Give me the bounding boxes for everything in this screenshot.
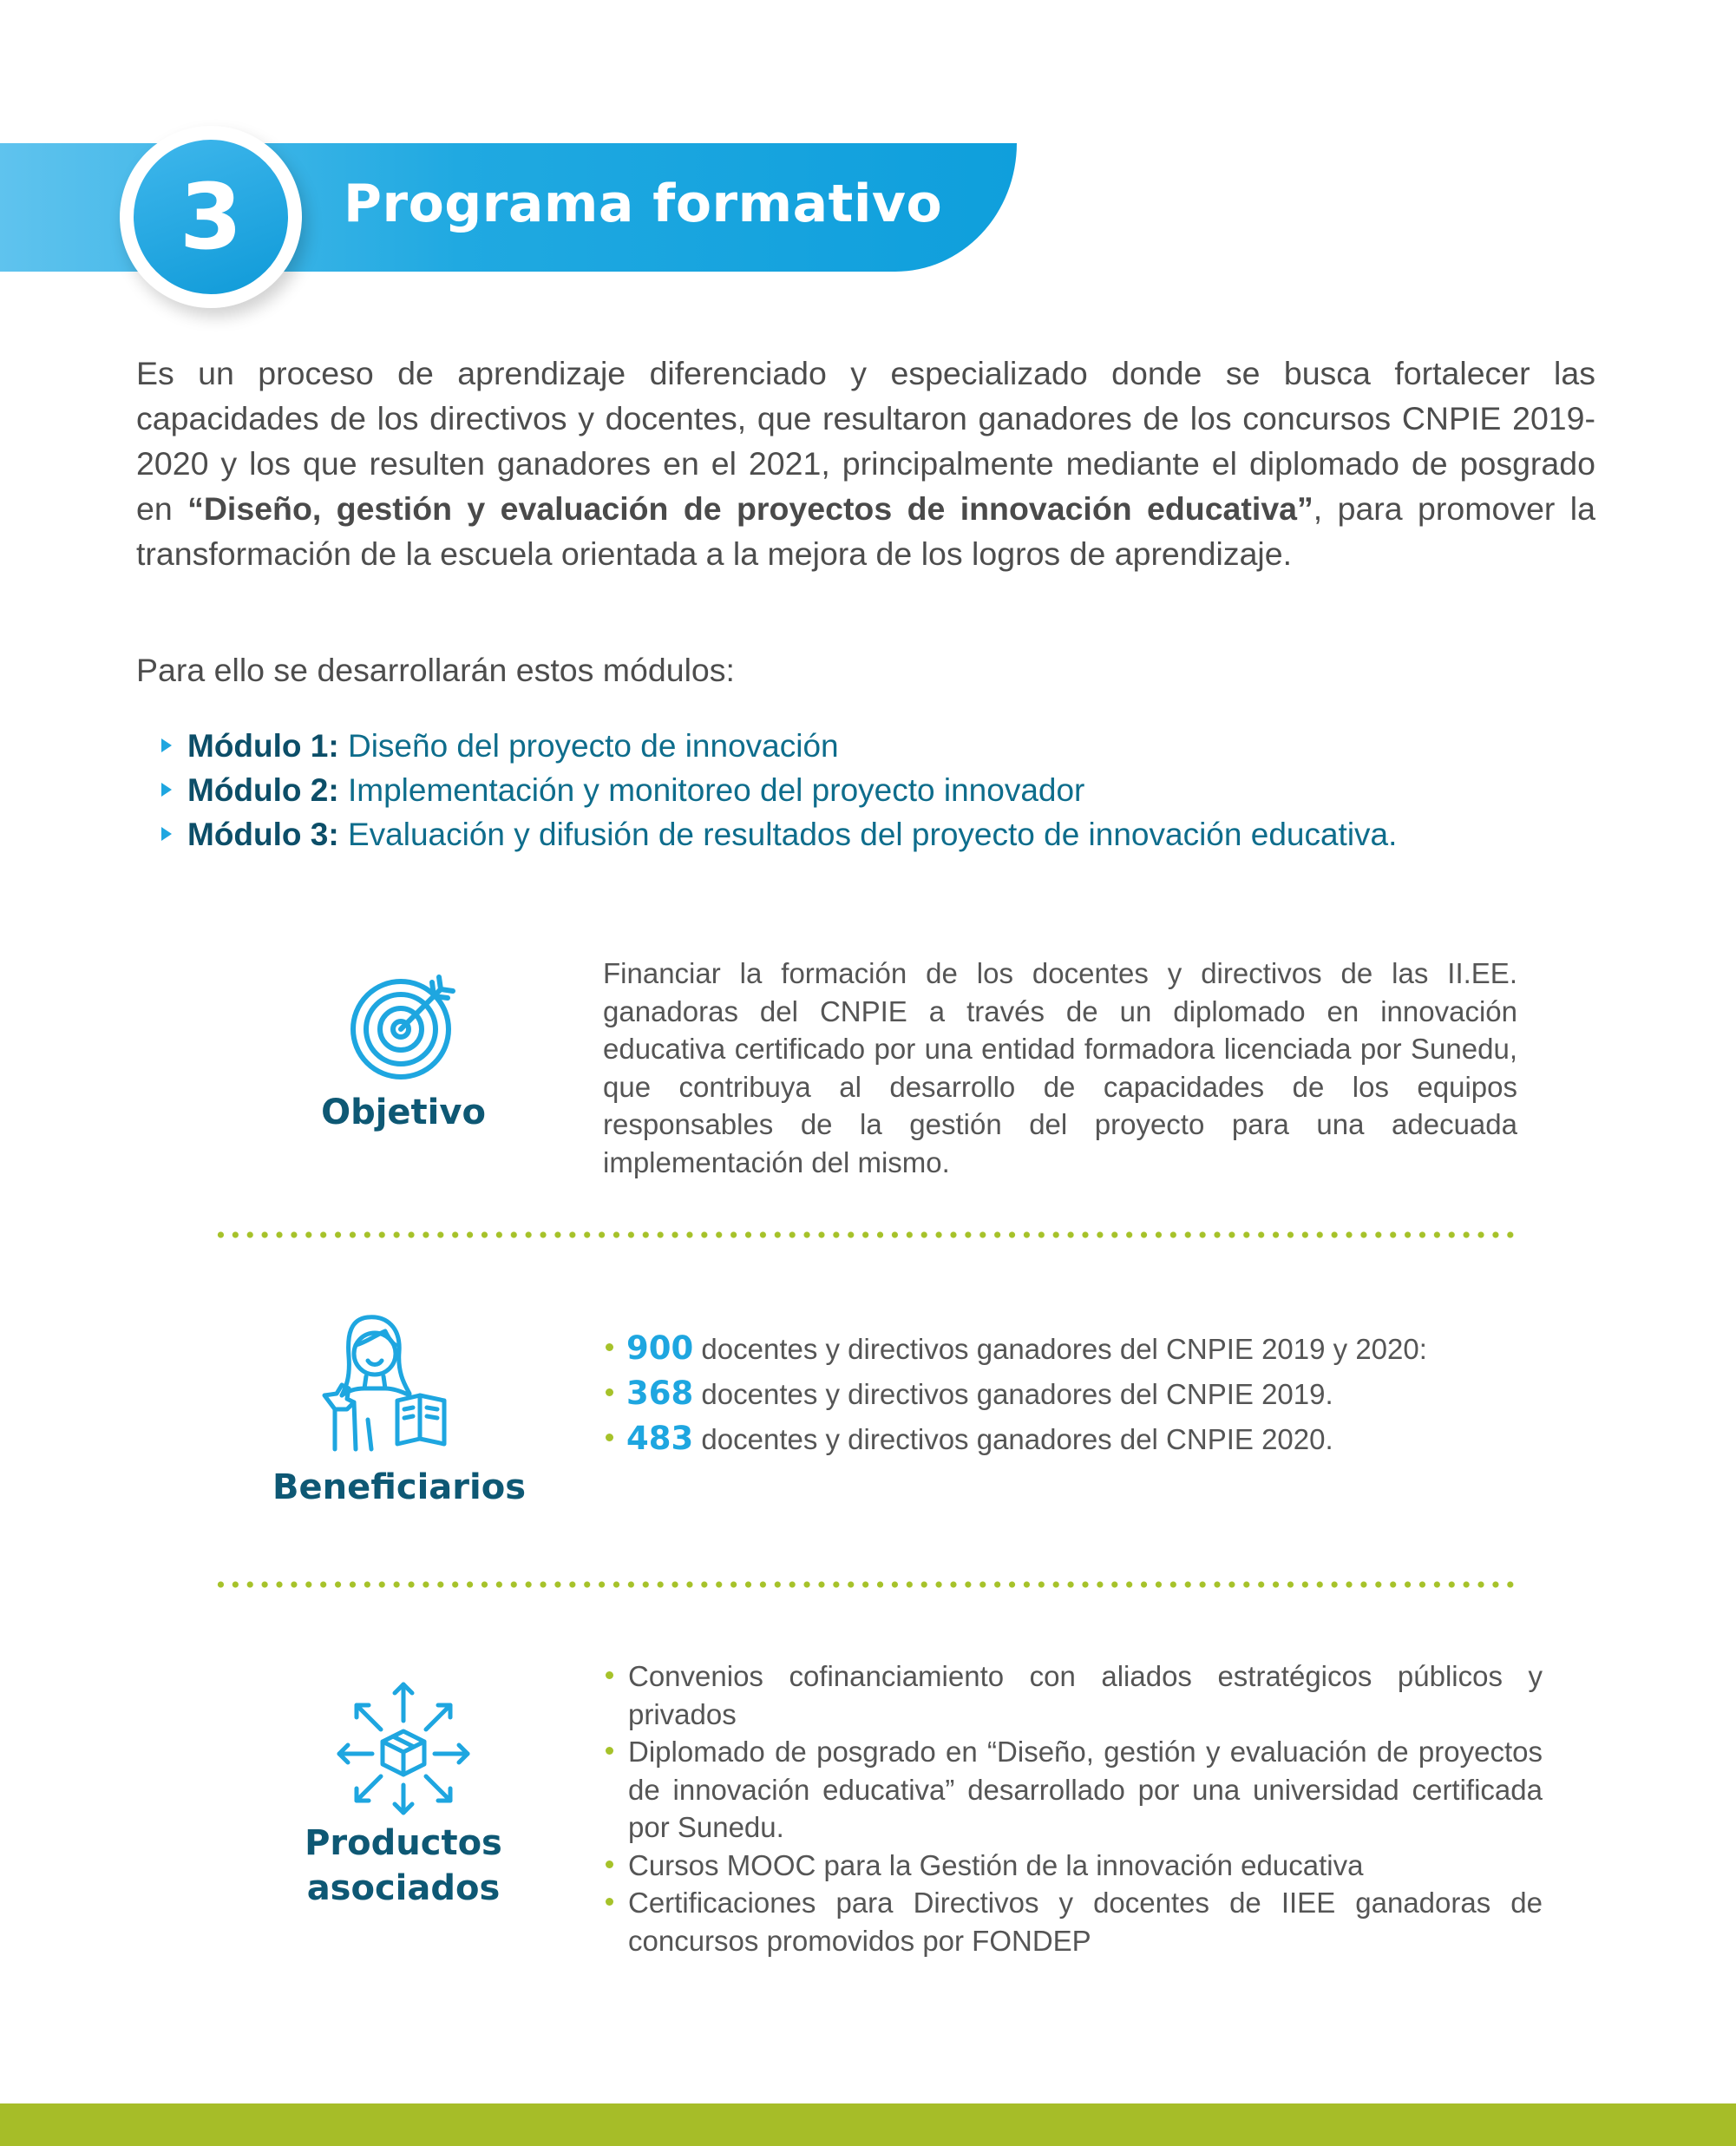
triangle-bullet-icon <box>161 827 172 841</box>
module-item <box>161 768 1397 812</box>
list-item: Cursos MOOC para la Gestión de la innovación educativa <box>602 1847 1543 1885</box>
beneficiary-text: docentes y directivos ganadores del CNPIE 2020. <box>693 1423 1333 1455</box>
productos-label-line2: asociados <box>306 1868 501 1908</box>
section-number: 3 <box>134 140 288 294</box>
box-distribution-icon <box>334 1679 473 1818</box>
beneficiary-text: docentes y directivos ganadores del CNPIE 2019. <box>693 1378 1333 1410</box>
intro-text: Es un proceso de aprendizaje diferenciado y especializado donde se busca fortalecer las capacidades de los directivos y docentes, que resultaron ganadores de los concursos CNPIE 2019- 2020 y los que resulten ganadores en el 2021, principalmente mediante el diplomado de posgrado en <box>136 355 1595 527</box>
section-number-badge <box>120 126 302 308</box>
list-item: Diplomado de posgrado en “Diseño, gestión y evaluación de proyectos de innovación educativa” desarrollado por una universidad certificada por Sunedu. <box>602 1733 1543 1847</box>
list-item: Convenios cofinanciamiento con aliados estratégicos públicos y privados <box>602 1657 1543 1733</box>
module-label: Módulo 1: <box>187 728 339 764</box>
list-item <box>602 1371 1427 1416</box>
module-label: Módulo 3: <box>187 817 339 852</box>
list-item <box>602 1416 1427 1461</box>
beneficiarios-list <box>602 1326 1427 1461</box>
target-icon <box>347 970 460 1083</box>
module-text: Evaluación y difusión de resultados del proyecto de innovación educativa. <box>338 817 1398 852</box>
objetivo-label: Objetivo <box>321 1093 486 1132</box>
module-label: Módulo 2: <box>187 772 339 808</box>
beneficiary-count: 368 <box>626 1375 694 1412</box>
module-item <box>161 812 1397 856</box>
beneficiarios-label: Beneficiarios <box>272 1467 526 1507</box>
dotted-divider <box>213 1231 1517 1238</box>
module-item <box>161 724 1397 768</box>
module-text: Diseño del proyecto de innovación <box>338 728 839 764</box>
intro-paragraph <box>136 351 1595 576</box>
dotted-divider <box>213 1581 1517 1588</box>
productos-label <box>260 1821 547 1911</box>
productos-label-line1: Productos <box>305 1823 502 1863</box>
triangle-bullet-icon <box>161 738 172 752</box>
objetivo-text: Financiar la formación de los docentes y directivos de las II.EE. ganadoras del CNPIE a través de un diplomado en innovación educativa certificado por una entidad formadora licenciada por Sunedu, que contribuya al desarrollo de capacidades de los equipos responsables de la gestión del proyecto para una adecuada implementación del mismo. <box>603 957 1517 1178</box>
list-item <box>602 1326 1427 1371</box>
list-item: Certificaciones para Directivos y docentes de IIEE ganadoras de concursos promovidos por FONDEP <box>602 1884 1543 1959</box>
section-title: Programa formativo <box>344 174 943 234</box>
footer-bar <box>0 2103 1736 2146</box>
triangle-bullet-icon <box>161 783 172 797</box>
beneficiary-text: docentes y directivos ganadores del CNPIE 2019 y 2020: <box>693 1333 1427 1365</box>
beneficiary-count: 900 <box>626 1329 694 1367</box>
modules-list <box>161 724 1397 856</box>
module-text: Implementación y monitoreo del proyecto innovador <box>338 772 1085 808</box>
beneficiary-count: 483 <box>626 1420 694 1457</box>
modules-lead: Para ello se desarrollarán estos módulos: <box>136 652 735 688</box>
intro-text-end: , para promover la transformación de la escuela orientada a la mejora de los logros de aprendizaje. <box>136 490 1595 572</box>
teacher-with-book-icon <box>316 1309 463 1452</box>
intro-emphasis: “Diseño, gestión y evaluación de proyectos de innovación educativa” <box>187 490 1313 527</box>
productos-list <box>602 1657 1543 1959</box>
